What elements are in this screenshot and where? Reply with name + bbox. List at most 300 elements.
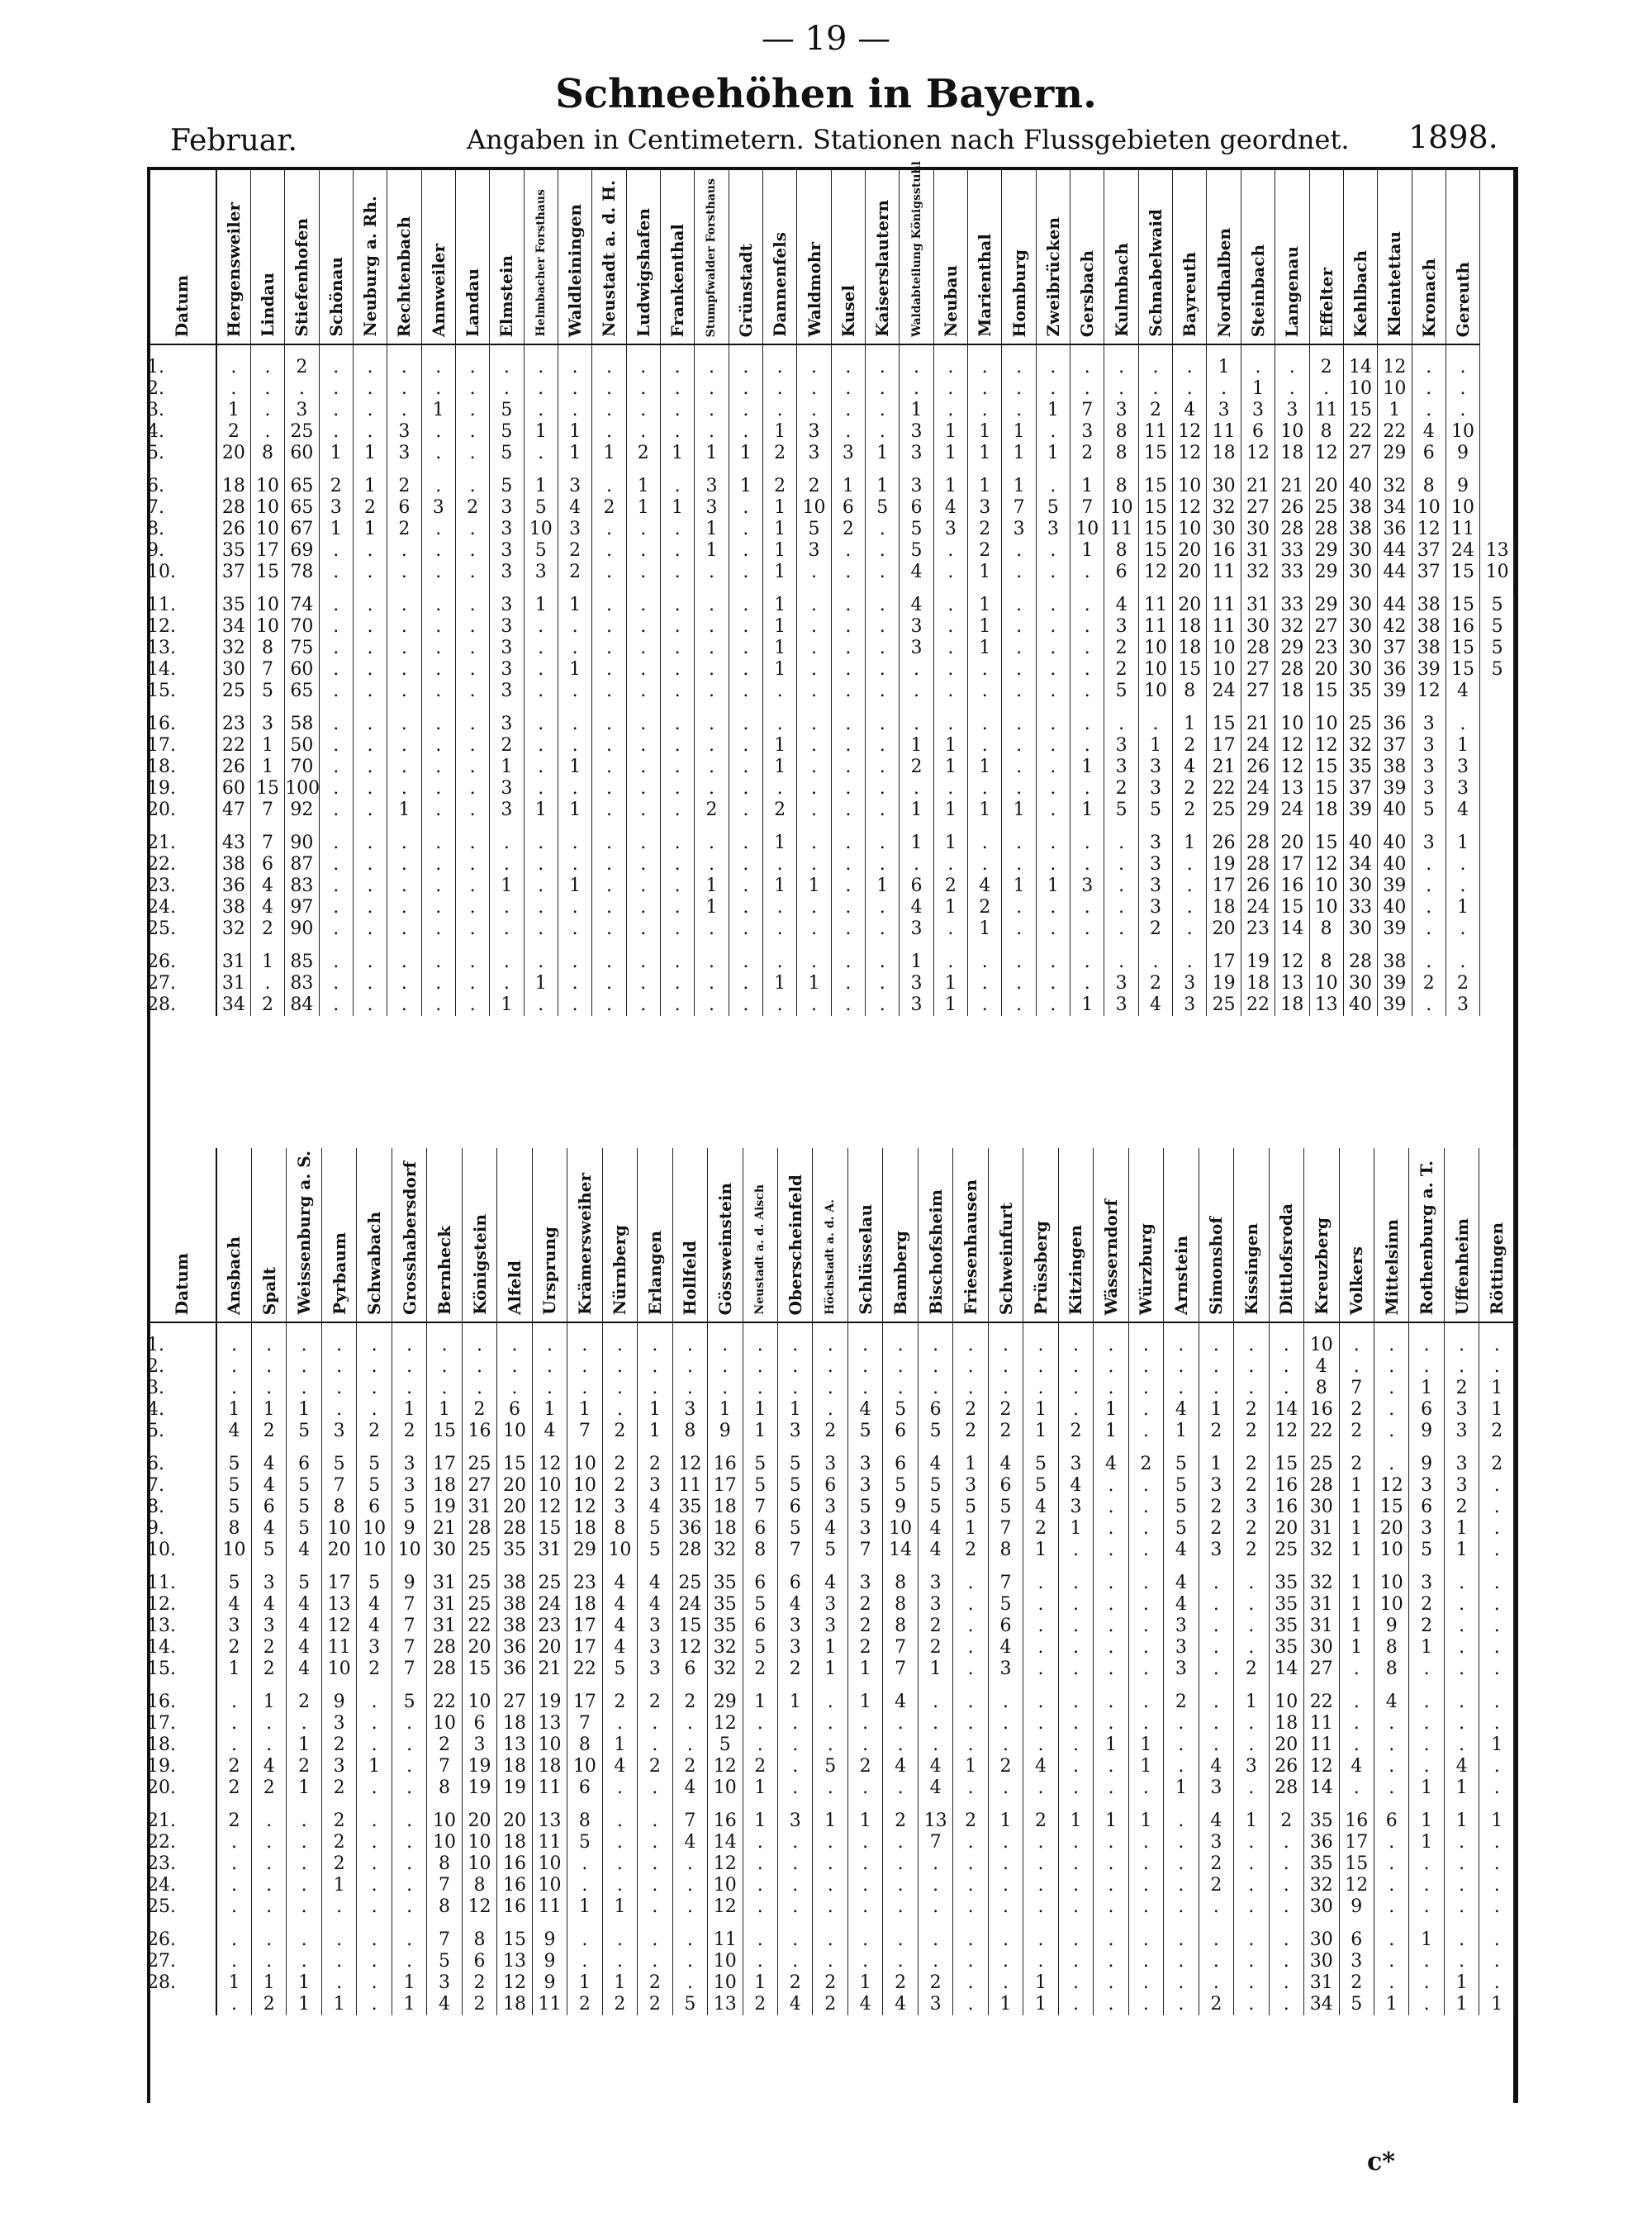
snow-value-cell: 10 (392, 1540, 426, 1561)
snow-value-cell: 7 (427, 1929, 462, 1951)
snow-value-cell: 10 (1343, 378, 1377, 400)
snow-value-cell: 36 (497, 1637, 532, 1659)
snow-value-cell: 1 (1058, 1518, 1093, 1540)
snow-value-cell: 5 (918, 1497, 952, 1518)
snow-value-cell: . (1409, 1875, 1444, 1896)
snow-value-cell: 18 (1241, 973, 1275, 994)
snow-value-cell: . (1173, 897, 1207, 918)
snow-value-cell: 78 (285, 562, 319, 583)
snow-value-cell: 6 (743, 1616, 777, 1637)
snow-value-cell: 38 (216, 897, 250, 918)
snow-value-cell: . (866, 681, 900, 702)
snow-value-cell: . (1058, 1659, 1093, 1680)
snow-value-cell: 1 (387, 800, 421, 821)
snow-value-cell: 20 (497, 1475, 532, 1497)
snow-value-cell: . (1023, 1573, 1058, 1594)
snow-value-cell: . (251, 1875, 286, 1896)
snow-value-cell: 1 (695, 519, 729, 540)
snow-value-cell: 16 (1269, 1475, 1303, 1497)
snow-value-cell: . (1002, 400, 1036, 421)
snow-value-cell: 4 (1104, 595, 1138, 616)
snow-value-cell: . (695, 973, 729, 994)
table-row (147, 735, 1515, 757)
snow-value-cell: . (357, 1929, 392, 1951)
snow-value-cell: . (1199, 1573, 1233, 1594)
snow-value-cell: . (1023, 1616, 1058, 1637)
snow-value-cell: . (1234, 1356, 1269, 1378)
snow-value-cell: . (524, 714, 558, 735)
snow-value-cell: . (353, 400, 387, 421)
snow-value-cell: 3 (427, 1972, 462, 1994)
snow-value-cell: 6 (567, 1777, 602, 1799)
snow-value-cell: 2 (847, 1594, 882, 1616)
date-cell (147, 1994, 216, 2015)
snow-value-cell: . (319, 562, 353, 583)
snow-value-cell: 12 (1173, 497, 1207, 519)
snow-value-cell: 19 (532, 1692, 567, 1713)
station-name: Friesenhausen (961, 1179, 981, 1315)
snow-value-cell: 3 (1444, 1399, 1479, 1421)
snow-value-cell: . (353, 876, 387, 897)
station-header-effelter (1309, 170, 1343, 344)
snow-value-cell: 1 (250, 952, 284, 973)
snow-value-cell: 1 (968, 443, 1002, 464)
snow-value-cell: 44 (1378, 540, 1412, 562)
snow-value-cell: . (357, 1811, 392, 1832)
snow-value-cell: . (216, 1875, 251, 1896)
snow-value-cell: 3 (847, 1475, 882, 1497)
snow-value-cell: 35 (1269, 1616, 1303, 1637)
snow-value-cell: 35 (216, 595, 250, 616)
snow-value-cell: . (558, 952, 591, 973)
snow-value-cell: 2 (1199, 1875, 1233, 1896)
snow-value-cell: 3 (1446, 757, 1479, 778)
snow-value-cell: . (421, 876, 455, 897)
snow-value-cell: . (287, 1929, 321, 1951)
table-row (147, 1356, 1515, 1378)
snow-value-cell: . (592, 918, 626, 940)
snow-value-cell: . (660, 854, 694, 876)
snow-value-cell: . (763, 681, 797, 702)
snow-value-cell: 2 (847, 1637, 882, 1659)
snow-value-cell: 1 (602, 1896, 637, 1918)
snow-value-cell: 2 (216, 1777, 251, 1799)
station-header-kaiserslautern (866, 170, 900, 344)
station-name: Königstein (469, 1214, 490, 1315)
snow-value-cell: . (866, 616, 900, 638)
snow-value-cell: 1 (708, 1399, 743, 1421)
date-cell: 19. (147, 1756, 216, 1777)
snow-value-cell: . (357, 1896, 392, 1918)
snow-value-cell: . (1269, 1875, 1303, 1896)
snow-value-cell: 1 (933, 800, 967, 821)
snow-value-cell: 11 (1207, 616, 1241, 638)
snow-value-cell: . (287, 1378, 321, 1399)
snow-value-cell: . (626, 638, 660, 659)
snow-value-cell: 2 (321, 1777, 356, 1799)
station-header-frankenthal (660, 170, 694, 344)
table-row (147, 778, 1515, 800)
station-name: Weissenburg a. S. (294, 1151, 315, 1315)
snow-value-cell: 2 (216, 421, 250, 443)
snow-value-cell: 18 (1269, 1713, 1303, 1735)
snow-value-cell: . (287, 1875, 321, 1896)
snow-value-cell: 2 (1309, 357, 1343, 378)
snow-value-cell: 39 (1343, 800, 1377, 821)
snow-value-cell: 29 (1309, 540, 1343, 562)
station-header-kissingen (1234, 1148, 1269, 1322)
snow-value-cell: 3 (988, 1659, 1023, 1680)
snow-value-cell: 40 (1378, 800, 1412, 821)
station-header-ansbach (216, 1148, 251, 1322)
snow-value-cell: 36 (1378, 714, 1412, 735)
snow-value-cell: . (672, 1713, 707, 1735)
snow-value-cell: 20 (216, 443, 250, 464)
snow-value-cell: 24 (1207, 681, 1241, 702)
snow-value-cell: 24 (1275, 800, 1309, 821)
snow-value-cell: 3 (918, 1594, 952, 1616)
snow-value-cell: 3 (490, 659, 524, 681)
station-header-arnstein (1164, 1148, 1199, 1322)
snow-value-cell: 2 (638, 1994, 672, 2015)
snow-value-cell: . (847, 1777, 882, 1799)
snow-value-cell: 1 (1002, 476, 1036, 497)
snow-value-cell: 27 (1304, 1659, 1339, 1680)
snow-value-cell: . (672, 1735, 707, 1756)
snow-value-cell: 4 (216, 1594, 251, 1616)
snow-value-cell: 4 (847, 1399, 882, 1421)
snow-value-cell: 5 (1412, 800, 1446, 821)
snow-value-cell: . (1058, 1692, 1093, 1713)
station-header-oberscheinfeld (778, 1148, 813, 1322)
snow-value-cell: 12 (708, 1896, 743, 1918)
snow-value-cell: 1 (392, 1994, 426, 2015)
snow-value-cell: 2 (813, 1972, 847, 1994)
snow-value-cell: . (1479, 1335, 1515, 1356)
snow-value-cell: 2 (357, 1659, 392, 1680)
snow-value-cell: . (1164, 1853, 1199, 1875)
snow-value-cell: 17 (1207, 952, 1241, 973)
snow-value-cell: 1 (321, 1994, 356, 2015)
snow-value-cell: . (1002, 357, 1036, 378)
snow-value-cell: 38 (1412, 616, 1446, 638)
snow-value-cell: 10 (1138, 638, 1172, 659)
snow-value-cell: . (602, 1951, 637, 1972)
snow-value-cell: 11 (708, 1929, 743, 1951)
station-name: Würzburg (1136, 1222, 1156, 1315)
snow-value-cell: 5 (1164, 1497, 1199, 1518)
snow-value-cell: 4 (250, 897, 284, 918)
snow-value-cell: 2 (988, 1421, 1023, 1442)
snow-value-cell: 32 (1378, 476, 1412, 497)
snow-value-cell: 2 (968, 540, 1002, 562)
table-row (147, 357, 1515, 378)
snow-value-cell: 36 (497, 1659, 532, 1680)
snow-value-cell: 39 (1412, 659, 1446, 681)
snow-value-cell: 10 (321, 1659, 356, 1680)
snow-value-cell: . (831, 778, 865, 800)
station-header-kehlbach (1343, 170, 1377, 344)
snow-value-cell: . (421, 562, 455, 583)
snow-value-cell: . (1104, 378, 1138, 400)
snow-value-cell: . (813, 1832, 847, 1853)
snow-value-cell: 4 (778, 1594, 813, 1616)
snow-value-cell: . (988, 1735, 1023, 1756)
snow-value-cell: 31 (1304, 1972, 1339, 1994)
snow-value-cell: . (392, 1875, 426, 1896)
snow-value-cell: . (797, 357, 831, 378)
station-name: Neustadt a. d. Aisch (753, 1184, 767, 1315)
snow-value-cell: 4 (287, 1594, 321, 1616)
snow-value-cell: 10 (1173, 476, 1207, 497)
snow-value-cell: 37 (1378, 638, 1412, 659)
snow-value-cell: . (626, 659, 660, 681)
snow-value-cell: . (1199, 1356, 1233, 1378)
snow-value-cell: 2 (763, 800, 797, 821)
snow-value-cell: . (729, 357, 762, 378)
snow-value-cell: . (1444, 1659, 1479, 1680)
snow-value-cell: . (638, 1378, 672, 1399)
snow-value-cell: . (1138, 952, 1172, 973)
snow-value-cell: 1 (1199, 1454, 1233, 1475)
snow-value-cell: 1 (763, 421, 797, 443)
snow-value-cell: . (695, 952, 729, 973)
snow-value-cell: . (813, 1692, 847, 1713)
snow-value-cell: 23 (1309, 638, 1343, 659)
snow-value-cell: 1 (558, 659, 591, 681)
snow-value-cell: 6 (462, 1713, 496, 1735)
snow-value-cell: 2 (638, 1756, 672, 1777)
snow-value-cell: 14 (1343, 357, 1377, 378)
snow-value-cell: . (797, 378, 831, 400)
snow-value-cell: 4 (251, 1475, 286, 1497)
snow-value-cell: . (1412, 854, 1446, 876)
station-header-homburg (1002, 170, 1036, 344)
snow-value-cell: 18 (708, 1497, 743, 1518)
snow-value-cell: . (216, 1853, 251, 1875)
snow-value-cell: . (918, 1875, 952, 1896)
snow-value-cell: 2 (1164, 1692, 1199, 1713)
snow-value-cell: . (1446, 952, 1479, 973)
snow-value-cell: . (626, 778, 660, 800)
snow-value-cell: . (1002, 659, 1036, 681)
snow-value-cell: 3 (797, 443, 831, 464)
snow-value-cell: . (321, 1929, 356, 1951)
snow-value-cell: 12 (532, 1497, 567, 1518)
snow-value-cell: 4 (847, 1994, 882, 2015)
snow-value-cell: . (729, 918, 762, 940)
snow-value-cell: 26 (1275, 497, 1309, 519)
snow-value-cell: 31 (427, 1573, 462, 1594)
snow-value-cell: . (1164, 1756, 1199, 1777)
snow-value-cell: . (1070, 833, 1104, 854)
snow-value-cell: 7 (567, 1421, 602, 1442)
snow-value-cell: 1 (1339, 1637, 1374, 1659)
snow-value-cell: 30 (1343, 659, 1377, 681)
snow-value-cell: . (524, 443, 558, 464)
snow-value-cell: 2 (251, 1994, 286, 2015)
snow-value-cell: 3 (1036, 519, 1070, 540)
snow-value-cell: . (392, 1756, 426, 1777)
snow-value-cell: 5 (216, 1573, 251, 1594)
snow-value-cell: . (866, 714, 900, 735)
snow-value-cell: . (321, 1972, 356, 1994)
snow-value-cell: 7 (392, 1616, 426, 1637)
snow-value-cell: 22 (462, 1616, 496, 1637)
station-header-erlangen (638, 1148, 672, 1322)
snow-value-cell: . (883, 1713, 918, 1735)
table-row (147, 1994, 1515, 2015)
date-cell: 9. (147, 540, 216, 562)
snow-value-cell: . (567, 1853, 602, 1875)
snow-value-cell: 14 (1304, 1777, 1339, 1799)
snow-value-cell: . (1444, 1692, 1479, 1713)
snow-value-cell: . (1094, 1475, 1128, 1497)
snow-value-cell: 6 (883, 1454, 918, 1475)
snow-value-cell: . (743, 1896, 777, 1918)
snow-value-cell: 12 (532, 1454, 567, 1475)
snow-value-cell: 35 (708, 1616, 743, 1637)
station-name: Spalt (259, 1266, 279, 1315)
snow-value-cell: . (626, 519, 660, 540)
snow-value-cell: 2 (387, 519, 421, 540)
snow-value-cell: 1 (763, 735, 797, 757)
snow-value-cell: . (729, 378, 762, 400)
date-cell: 20. (147, 800, 216, 821)
snow-value-cell: 7 (567, 1713, 602, 1735)
snow-value-cell: 69 (285, 540, 319, 562)
station-header-kusel (831, 170, 865, 344)
snow-value-cell: . (321, 1399, 356, 1421)
snow-value-cell: . (638, 1735, 672, 1756)
snow-value-cell: . (1094, 1896, 1128, 1918)
snow-value-cell: 25 (1309, 497, 1343, 519)
snow-value-cell: . (883, 1378, 918, 1399)
snow-value-cell: . (353, 833, 387, 854)
snow-value-cell: . (831, 897, 865, 918)
date-cell: 12. (147, 1594, 216, 1616)
snow-value-cell: 6 (462, 1951, 496, 1972)
snow-value-cell: . (1002, 616, 1036, 638)
snow-value-cell: . (353, 616, 387, 638)
snow-value-cell: 1 (490, 876, 524, 897)
date-cell: 20. (147, 1777, 216, 1799)
snow-value-cell: . (1002, 757, 1036, 778)
snow-value-cell: 5 (1339, 1994, 1374, 2015)
snow-value-cell: 2 (427, 1735, 462, 1756)
table-row (147, 400, 1515, 421)
snow-value-cell: . (1094, 1540, 1128, 1561)
snow-value-cell: . (497, 1378, 532, 1399)
snow-value-cell: 35 (708, 1594, 743, 1616)
snow-value-cell: . (387, 378, 421, 400)
snow-value-cell: . (1094, 1692, 1128, 1713)
snow-value-cell: 44 (1378, 562, 1412, 583)
snow-value-cell: . (695, 854, 729, 876)
snow-value-cell: . (216, 1692, 251, 1713)
snow-value-cell: . (1409, 1713, 1444, 1735)
snow-value-cell: 35 (1304, 1811, 1339, 1832)
snow-value-cell: . (1479, 1659, 1515, 1680)
snow-value-cell: 5 (1023, 1454, 1058, 1475)
snow-value-cell: 5 (1409, 1540, 1444, 1561)
date-cell: 21. (147, 833, 216, 854)
snow-value-cell: 1 (847, 1659, 882, 1680)
snow-value-cell: 4 (250, 876, 284, 897)
snow-value-cell: 9 (392, 1518, 426, 1540)
snow-value-cell: 35 (1304, 1853, 1339, 1875)
snow-value-cell: . (797, 681, 831, 702)
snow-value-cell: . (933, 778, 967, 800)
snow-value-cell: . (988, 1929, 1023, 1951)
snow-value-cell: 7 (883, 1659, 918, 1680)
snow-value-cell: . (847, 1951, 882, 1972)
snow-value-cell: . (490, 952, 524, 973)
snow-value-cell: 3 (490, 595, 524, 616)
snow-value-cell: 31 (216, 952, 250, 973)
station-name: Homburg (1009, 249, 1029, 337)
snow-value-cell: . (660, 800, 694, 821)
snow-value-cell: . (524, 616, 558, 638)
snow-value-cell: . (638, 1951, 672, 1972)
snow-value-cell: . (387, 952, 421, 973)
snow-value-cell: . (778, 1951, 813, 1972)
snow-value-cell: 3 (1444, 1475, 1479, 1497)
snow-value-cell: 4 (287, 1616, 321, 1637)
snow-value-cell: . (933, 714, 967, 735)
snow-value-cell: 10 (1275, 714, 1309, 735)
snow-value-cell: . (831, 638, 865, 659)
station-name: Kitzingen (1066, 1225, 1086, 1315)
snow-value-cell: . (778, 1777, 813, 1799)
snow-value-cell: 6 (883, 1421, 918, 1442)
snow-value-cell: 3 (321, 1756, 356, 1777)
snow-value-cell: 3 (1070, 876, 1104, 897)
snow-value-cell: 4 (1374, 1692, 1408, 1713)
snow-value-cell: . (900, 778, 933, 800)
table-row (147, 1454, 1515, 1475)
table-row (147, 659, 1515, 681)
station-name: Bischofsheim (925, 1189, 946, 1315)
snow-value-cell: . (866, 400, 900, 421)
snow-value-cell: . (1164, 1951, 1199, 1972)
snow-value-cell: . (866, 357, 900, 378)
snow-value-cell: 5 (216, 1475, 251, 1497)
snow-value-cell: 5 (524, 497, 558, 519)
snow-value-cell: 1 (558, 757, 591, 778)
snow-value-cell: 1 (524, 476, 558, 497)
snow-value-cell: 1 (319, 443, 353, 464)
snow-value-cell: . (831, 714, 865, 735)
snow-value-cell: . (524, 638, 558, 659)
station-header-ursprung (532, 1148, 567, 1322)
snow-value-cell: 2 (638, 1972, 672, 1994)
snow-value-cell: 97 (285, 897, 319, 918)
snow-value-cell: . (1199, 1616, 1233, 1637)
snow-value-cell: 8 (988, 1540, 1023, 1561)
date-header (147, 1148, 216, 1322)
snow-value-cell: . (421, 918, 455, 940)
snow-value-cell: 39 (1378, 973, 1412, 994)
snow-value-cell: 38 (1412, 638, 1446, 659)
snow-value-cell: 4 (532, 1421, 567, 1442)
snow-value-cell: 3 (1104, 400, 1138, 421)
snow-value-cell: 5 (743, 1454, 777, 1475)
snow-value-cell: 2 (251, 1637, 286, 1659)
snow-value-cell: 30 (1304, 1929, 1339, 1951)
station-header-schwabach (357, 1148, 392, 1322)
snow-value-cell: 2 (251, 1659, 286, 1680)
